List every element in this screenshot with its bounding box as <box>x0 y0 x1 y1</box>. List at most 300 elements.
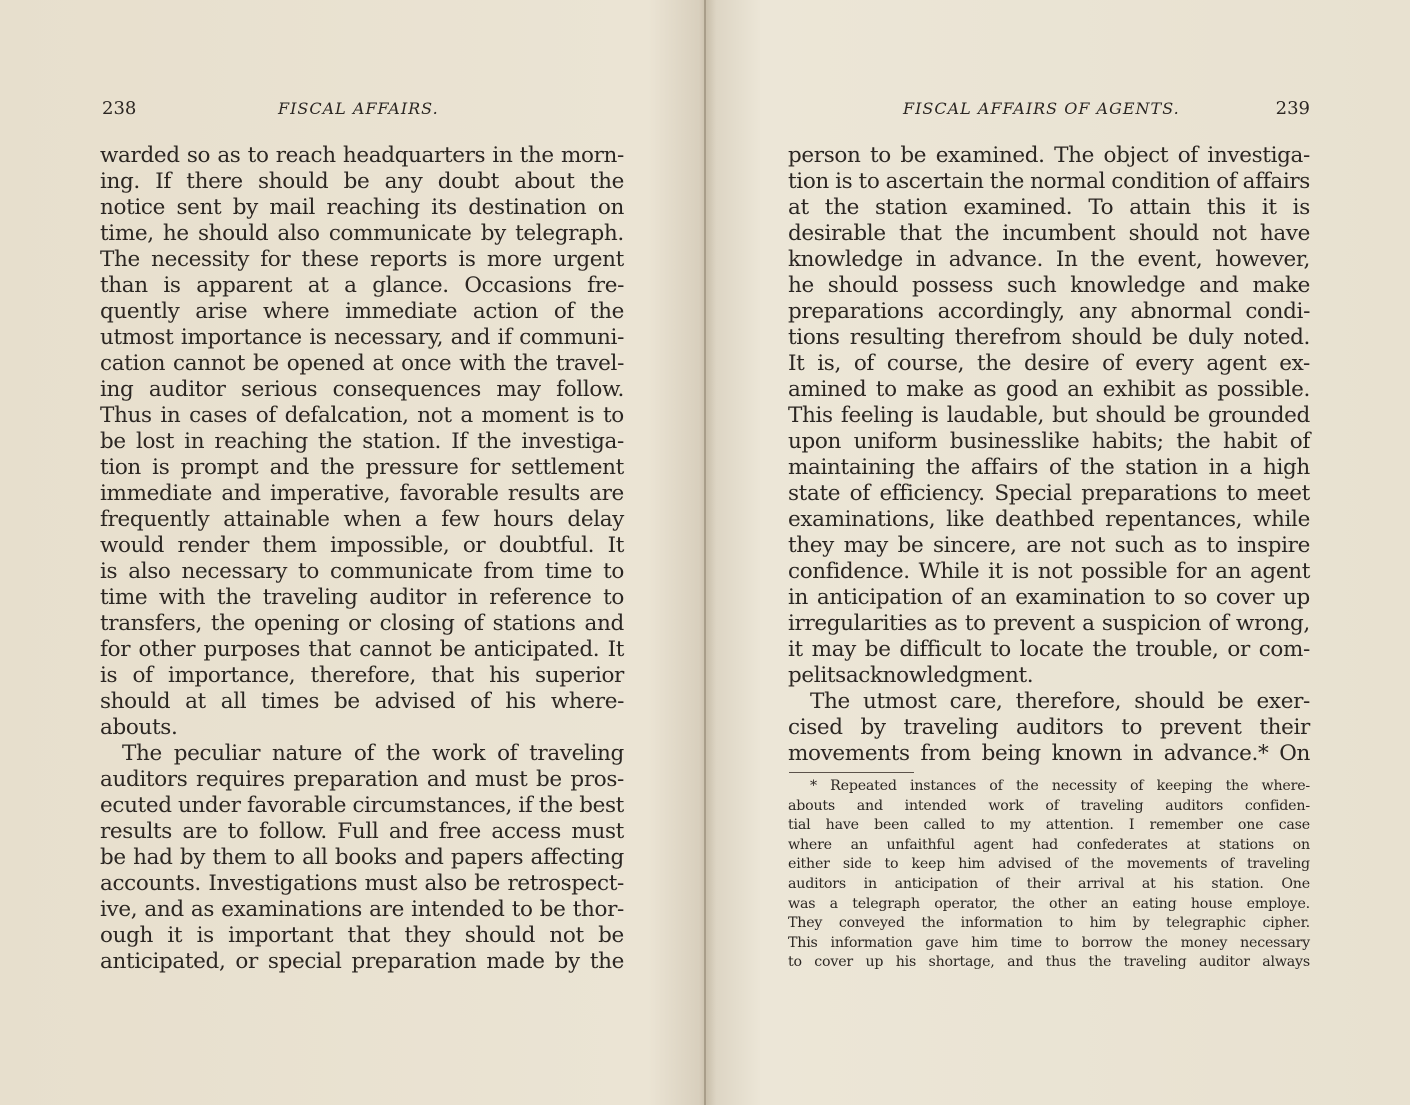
word: are <box>1026 533 1061 558</box>
word: the <box>216 585 252 610</box>
word: is <box>1011 559 1029 584</box>
word: be <box>439 637 466 662</box>
word: the <box>1176 429 1211 454</box>
word: While <box>918 559 980 584</box>
word: investiga- <box>521 429 624 454</box>
word: headquarters <box>342 143 486 168</box>
word: opening <box>253 611 340 636</box>
word: also <box>277 221 320 246</box>
word: in <box>1132 741 1153 766</box>
word: had <box>133 845 173 870</box>
word: I <box>1128 817 1135 834</box>
word: notice <box>100 195 165 220</box>
text-line <box>788 377 1310 403</box>
text-line <box>100 169 624 195</box>
word: any <box>384 169 423 194</box>
word: from <box>483 559 534 584</box>
word: feeling <box>840 403 914 428</box>
word: it <box>1261 195 1277 220</box>
word: frequently <box>100 507 210 532</box>
word: as <box>1184 377 1208 402</box>
word: apparent <box>196 273 293 298</box>
word: delay <box>567 507 624 532</box>
word: destination <box>468 195 587 220</box>
word: telegraphic <box>1166 915 1246 932</box>
word: for <box>1176 559 1207 584</box>
word: deathbed <box>995 507 1095 532</box>
word: be <box>343 169 370 194</box>
word: work <box>988 797 1024 814</box>
word: transfers, <box>100 611 202 636</box>
left-page-number: 238 <box>102 98 137 119</box>
word: normal <box>1030 169 1106 194</box>
word: by <box>554 949 580 974</box>
word: ing <box>100 377 134 402</box>
text-line <box>100 923 624 949</box>
text-line <box>100 403 624 429</box>
text-line <box>100 351 624 377</box>
word: for <box>100 637 131 662</box>
text-line <box>100 637 624 663</box>
word: gave <box>925 934 959 951</box>
text-line <box>100 767 624 793</box>
word: to <box>247 143 269 168</box>
word: my <box>1009 817 1031 834</box>
word: Investigations <box>208 871 358 896</box>
word: to <box>227 819 249 844</box>
right-running-head <box>788 96 1310 122</box>
word: of <box>1289 429 1310 454</box>
text-line <box>100 143 624 169</box>
word: be <box>897 533 924 558</box>
word: few <box>441 507 480 532</box>
word: also <box>128 559 171 584</box>
word: utmost <box>100 325 174 350</box>
word: by <box>1132 915 1150 932</box>
word: one <box>1237 817 1264 834</box>
word: time <box>544 559 593 584</box>
text-line <box>100 741 624 767</box>
word: should <box>1071 325 1142 350</box>
word: a <box>1082 611 1095 636</box>
word: efficiency. <box>879 481 985 506</box>
word: exer- <box>1256 689 1310 714</box>
word: auditors <box>100 767 188 792</box>
word: the <box>954 221 990 246</box>
word: possible <box>1081 559 1168 584</box>
word: would <box>100 533 165 558</box>
word: may <box>496 377 541 402</box>
word: cannot <box>173 351 246 376</box>
word: duly <box>1187 325 1234 350</box>
word: under <box>177 793 241 818</box>
word: to <box>858 169 880 194</box>
word: their <box>1026 875 1061 892</box>
word: him <box>1089 915 1117 932</box>
word: he <box>162 221 189 246</box>
word: and <box>144 897 184 922</box>
word: be <box>100 845 126 870</box>
word: irregularities <box>788 611 927 636</box>
word: circumstances, <box>352 793 512 818</box>
word: side <box>842 856 872 873</box>
word: amined <box>788 377 867 402</box>
word: grounded <box>1207 403 1310 428</box>
word: had <box>1031 836 1059 853</box>
word: ascertain <box>885 169 984 194</box>
word: to <box>1154 585 1175 610</box>
word: should <box>1128 221 1199 246</box>
text-line <box>788 481 1310 507</box>
word: of <box>849 481 870 506</box>
text-line <box>788 741 1310 767</box>
word: up <box>1283 585 1310 610</box>
word: This <box>788 934 818 951</box>
word: ough <box>100 923 154 948</box>
word: cised <box>788 715 843 740</box>
word: time, <box>100 221 154 246</box>
left-page <box>100 0 624 1105</box>
word: of <box>1129 778 1144 794</box>
word: not <box>549 923 584 948</box>
word: like <box>946 507 985 532</box>
text-line <box>788 143 1310 169</box>
word: a <box>344 273 357 298</box>
word: maintaining <box>788 455 915 480</box>
text-line <box>100 949 624 975</box>
word: stations <box>1218 836 1274 853</box>
right-page-number: 239 <box>1275 98 1310 119</box>
word: a <box>1239 455 1253 480</box>
word: to <box>603 559 624 584</box>
word: laudable, <box>946 403 1044 428</box>
word: agent <box>1206 351 1267 376</box>
word: condi- <box>1245 299 1310 324</box>
footnote-line <box>788 875 1310 895</box>
word: fre- <box>587 273 624 298</box>
word: abnormal <box>1130 299 1232 324</box>
word: to <box>511 897 533 922</box>
footnote-line <box>788 797 1310 817</box>
word: cover <box>1215 585 1275 610</box>
word: of <box>951 585 972 610</box>
word: to <box>884 856 899 873</box>
text-line <box>100 715 624 741</box>
word: and <box>269 455 309 480</box>
word: In <box>1055 247 1078 272</box>
word: is <box>835 169 853 194</box>
word: To <box>1088 195 1114 220</box>
word: moment <box>481 403 569 428</box>
text-line <box>788 611 1310 637</box>
word: it <box>788 637 803 662</box>
word: good <box>1005 377 1058 402</box>
word: movements <box>788 741 910 766</box>
word: pros- <box>570 767 624 792</box>
word: of <box>463 611 484 636</box>
word: is <box>100 559 118 584</box>
word: in <box>184 429 205 454</box>
word: mail <box>269 195 315 220</box>
word: therefrom <box>954 325 1062 350</box>
word: thus <box>1045 954 1077 971</box>
word: it <box>988 559 1003 584</box>
word: nature <box>272 741 343 766</box>
word: The <box>100 247 140 272</box>
word: in <box>915 247 936 272</box>
word: It <box>788 351 805 376</box>
word: favorable <box>399 481 499 506</box>
word: prompt <box>180 455 259 480</box>
word: affairs <box>970 455 1039 480</box>
word: traveling <box>1123 954 1187 971</box>
word: such <box>1006 273 1057 298</box>
word: his <box>489 663 520 688</box>
word: an <box>1100 895 1119 912</box>
text-line <box>788 455 1310 481</box>
word: access <box>491 819 561 844</box>
text-line <box>100 507 624 533</box>
word: unfaithful <box>886 836 955 853</box>
word: consequences <box>332 377 481 402</box>
word: necessity <box>151 247 249 272</box>
word: is <box>458 247 476 272</box>
word: travel- <box>555 351 624 376</box>
word: the <box>1145 934 1168 951</box>
word: to <box>1054 934 1069 951</box>
word: tial <box>788 817 811 834</box>
word: Special <box>994 481 1072 506</box>
text-line <box>100 377 624 403</box>
word: resulting <box>849 325 945 350</box>
footnote-line <box>788 777 1310 797</box>
text-line <box>788 403 1310 429</box>
word: ive, <box>100 897 138 922</box>
word: make <box>906 377 964 402</box>
word: impossible, <box>330 533 450 558</box>
word: advance.* <box>1163 741 1269 766</box>
text-line <box>788 195 1310 221</box>
word: there <box>186 169 243 194</box>
word: reports <box>369 247 448 272</box>
word: is <box>921 403 939 428</box>
word: also <box>424 871 467 896</box>
word: accounts. <box>100 871 201 896</box>
word: businesslike <box>949 429 1080 454</box>
word: to <box>964 611 986 636</box>
word: to <box>788 954 802 971</box>
text-line <box>100 455 624 481</box>
word: stations <box>492 611 576 636</box>
word: from <box>920 741 971 766</box>
word: at <box>788 195 809 220</box>
word: Occasions <box>464 273 572 298</box>
word: locate <box>1019 637 1084 662</box>
word: pel <box>788 663 821 688</box>
text-line <box>100 221 624 247</box>
word: him <box>971 934 998 951</box>
word: incumbent <box>1002 221 1116 246</box>
word: examined. <box>963 195 1073 220</box>
word: known <box>1051 741 1122 766</box>
word: the <box>1091 856 1114 873</box>
word: thor- <box>572 897 624 922</box>
word: knowledge <box>788 247 903 272</box>
word: object <box>1103 143 1169 168</box>
word: and <box>450 325 491 350</box>
word: of <box>1220 856 1234 873</box>
word: as <box>217 143 241 168</box>
word: communicate <box>328 221 472 246</box>
word: so <box>1183 585 1208 610</box>
footnote-line <box>788 953 1310 973</box>
word: an <box>980 585 1007 610</box>
word: to <box>603 585 624 610</box>
word: preparations <box>1081 481 1217 506</box>
word: must <box>474 767 528 792</box>
word: traveling <box>1080 797 1144 814</box>
word: have <box>825 817 859 834</box>
word: auditors <box>788 875 846 892</box>
word: the <box>921 915 945 932</box>
text-line <box>788 533 1310 559</box>
word: work <box>431 741 486 766</box>
word: auditors <box>1165 797 1224 814</box>
word: by <box>480 221 506 246</box>
word: warded <box>100 143 180 168</box>
word: hours <box>493 507 554 532</box>
text-line <box>100 559 624 585</box>
word: doubtful. <box>498 533 595 558</box>
word: advised <box>374 689 456 714</box>
word: doubt <box>437 169 499 194</box>
word: abouts <box>788 797 836 814</box>
word: of <box>1208 611 1229 636</box>
word: meet <box>1256 481 1310 506</box>
word: is <box>100 663 118 688</box>
word: affairs <box>1242 169 1310 194</box>
word: auditors <box>1016 715 1104 740</box>
word: them <box>212 845 267 870</box>
word: arrival <box>1078 875 1125 892</box>
word: anticipated. <box>473 637 600 662</box>
word: of <box>1049 455 1070 480</box>
word: to <box>1121 715 1143 740</box>
word: should <box>1095 403 1166 428</box>
word: this <box>1206 195 1246 220</box>
word: sincere, <box>933 533 1017 558</box>
word: the <box>1092 637 1127 662</box>
word: to <box>870 143 891 168</box>
word: in <box>492 143 513 168</box>
word: as <box>934 611 958 636</box>
word: is, <box>817 351 841 376</box>
word: station. <box>1211 875 1264 892</box>
word: difficult <box>899 637 982 662</box>
word: be <box>1173 403 1200 428</box>
word: them <box>262 533 317 558</box>
word: being <box>981 741 1041 766</box>
word: for <box>469 455 500 480</box>
word: conveyed <box>838 915 905 932</box>
word: is <box>152 455 170 480</box>
word: Full <box>337 819 379 844</box>
word: the <box>519 143 554 168</box>
word: abouts. <box>100 715 178 740</box>
word: an <box>1215 559 1242 584</box>
word: by <box>232 195 258 220</box>
word: books <box>334 845 397 870</box>
word: it <box>167 923 183 948</box>
word: ing. <box>100 169 140 194</box>
word: borrow <box>1081 934 1133 951</box>
word: should <box>1134 689 1205 714</box>
word: in <box>160 403 181 428</box>
word: traveling <box>262 585 358 610</box>
word: movements <box>1126 856 1208 873</box>
text-line <box>100 195 624 221</box>
word: in <box>788 585 809 610</box>
word: the <box>513 351 548 376</box>
word: communi- <box>519 325 624 350</box>
word: of <box>995 875 1010 892</box>
word: they <box>404 923 451 948</box>
word: knowledge <box>1070 273 1186 298</box>
word: all <box>220 689 247 714</box>
word: reaching <box>326 195 420 220</box>
word: glance. <box>372 273 449 298</box>
word: serious <box>240 377 318 402</box>
word: on <box>1292 836 1310 853</box>
word: advance. <box>948 247 1043 272</box>
word: where- <box>1261 778 1310 794</box>
word: the <box>824 195 859 220</box>
word: upon <box>788 429 842 454</box>
word: examination <box>1015 585 1146 610</box>
word: house <box>1190 895 1233 912</box>
word: to <box>603 403 624 428</box>
word: uniform <box>853 429 938 454</box>
text-line <box>100 325 624 351</box>
word: the <box>1080 455 1115 480</box>
word: is <box>1292 195 1310 220</box>
word: anticipated, <box>100 949 226 974</box>
word: necessity <box>1051 778 1117 794</box>
word: at <box>372 351 394 376</box>
word: the <box>385 741 421 766</box>
word: station. <box>362 429 442 454</box>
word: of <box>353 741 375 766</box>
word: they <box>788 533 834 558</box>
word: event, <box>1137 247 1203 272</box>
word: for <box>260 247 291 272</box>
word: and <box>1199 273 1239 298</box>
word: and <box>388 819 429 844</box>
text-line <box>100 247 624 273</box>
word: follow. <box>556 377 624 402</box>
word: station <box>1125 455 1198 480</box>
word: and <box>856 797 883 814</box>
word: state <box>788 481 841 506</box>
word: repentances, <box>1105 507 1243 532</box>
word: The <box>122 741 162 766</box>
word: be <box>900 143 927 168</box>
word: of <box>1102 351 1123 376</box>
footnote-line <box>788 914 1310 934</box>
word: or <box>1227 637 1250 662</box>
word: by <box>860 715 886 740</box>
text-line <box>788 663 1310 689</box>
